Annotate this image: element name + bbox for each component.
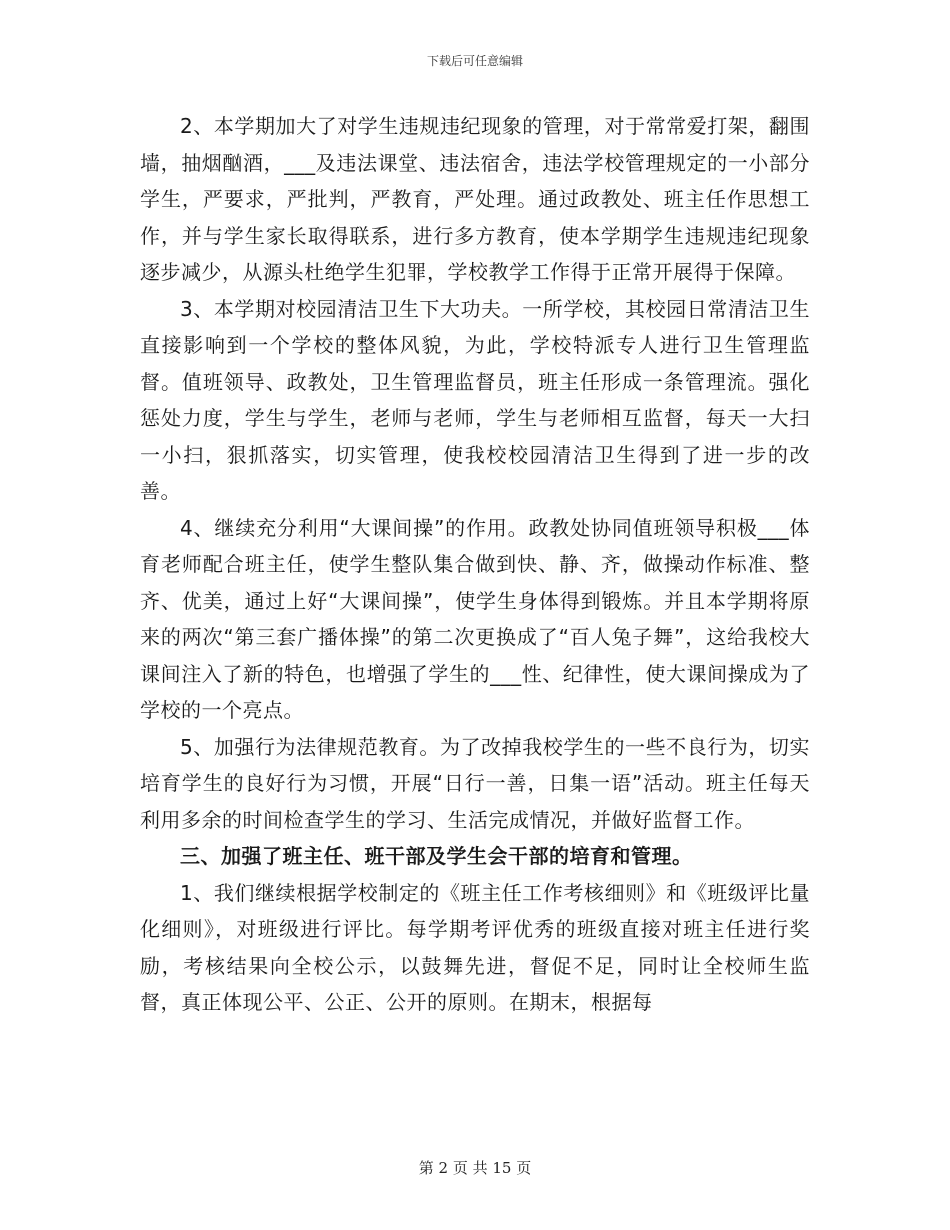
section-heading-3: 三、加强了班主任、班干部及学生会干部的培育和管理。 — [180, 844, 693, 868]
paragraph-item-2: 2、本学期加大了对学生违规违纪现象的管理，对于常常爱打架，翻围墙，抽烟酗酒，___及违法课堂、违法宿舍，违法学校管理规定的一小部分学生，严要求，严批判，严教育，严处理。通过政教处、班主任作思想工作，并与学生家长取得联系，进行多方教育，使本学期学生违规违纪现象逐步减少，从源头杜绝学生犯罪，学校教学工作得于正常开展得于保障。 — [140, 114, 810, 284]
document-body — [140, 108, 810, 1021]
page-header: 下载后可任意编辑 — [426, 54, 523, 68]
paragraph-item-5: 5、加强行为法律规范教育。为了改掉我校学生的一些不良行为，切实培育学生的良好行为习惯，开展“日行一善，日集一语”活动。班主任每天利用多余的时间检查学生的学习、生活完成情况，并做好监督工作。 — [140, 734, 810, 832]
paragraph-item-4: 4、继续充分利用“大课间操”的作用。政教处协同值班领导积极___体育老师配合班主任，使学生整队集合做到快、静、齐，做操动作标准、整齐、优美，通过上好“大课间操”，使学生身体得到锻炼。并且本学期将原来的两次“第三套广播体操”的第二次更换成了“百人兔子舞”，这给我校大课间注入了新的特色，也增强了学生的___性、纪律性，使大课间操成为了学校的一个亮点。 — [140, 515, 810, 722]
paragraph-item-3: 3、本学期对校园清洁卫生下大功夫。一所学校，其校园日常清洁卫生直接影响到一个学校的整体风貌，为此，学校特派专人进行卫生管理监督。值班领导、政教处，卫生管理监督员，班主任形成一条管理流。强化惩处力度，学生与学生，老师与老师，学生与老师相互监督，每天一大扫一小扫，狠抓落实，切实管理，使我校校园清洁卫生得到了进一步的改善。 — [140, 296, 810, 503]
page-footer: 第 2 页 共 15 页 — [418, 1159, 532, 1177]
paragraph-item-1: 1、我们继续根据学校制定的《班主任工作考核细则》和《班级评比量化细则》，对班级进行评比。每学期考评优秀的班级直接对班主任进行奖励，考核结果向全校公示，以鼓舞先进，督促不足，同时让全校师生监督，真正体现公平、公正、公开的原则。在期末，根据每 — [140, 880, 810, 1014]
